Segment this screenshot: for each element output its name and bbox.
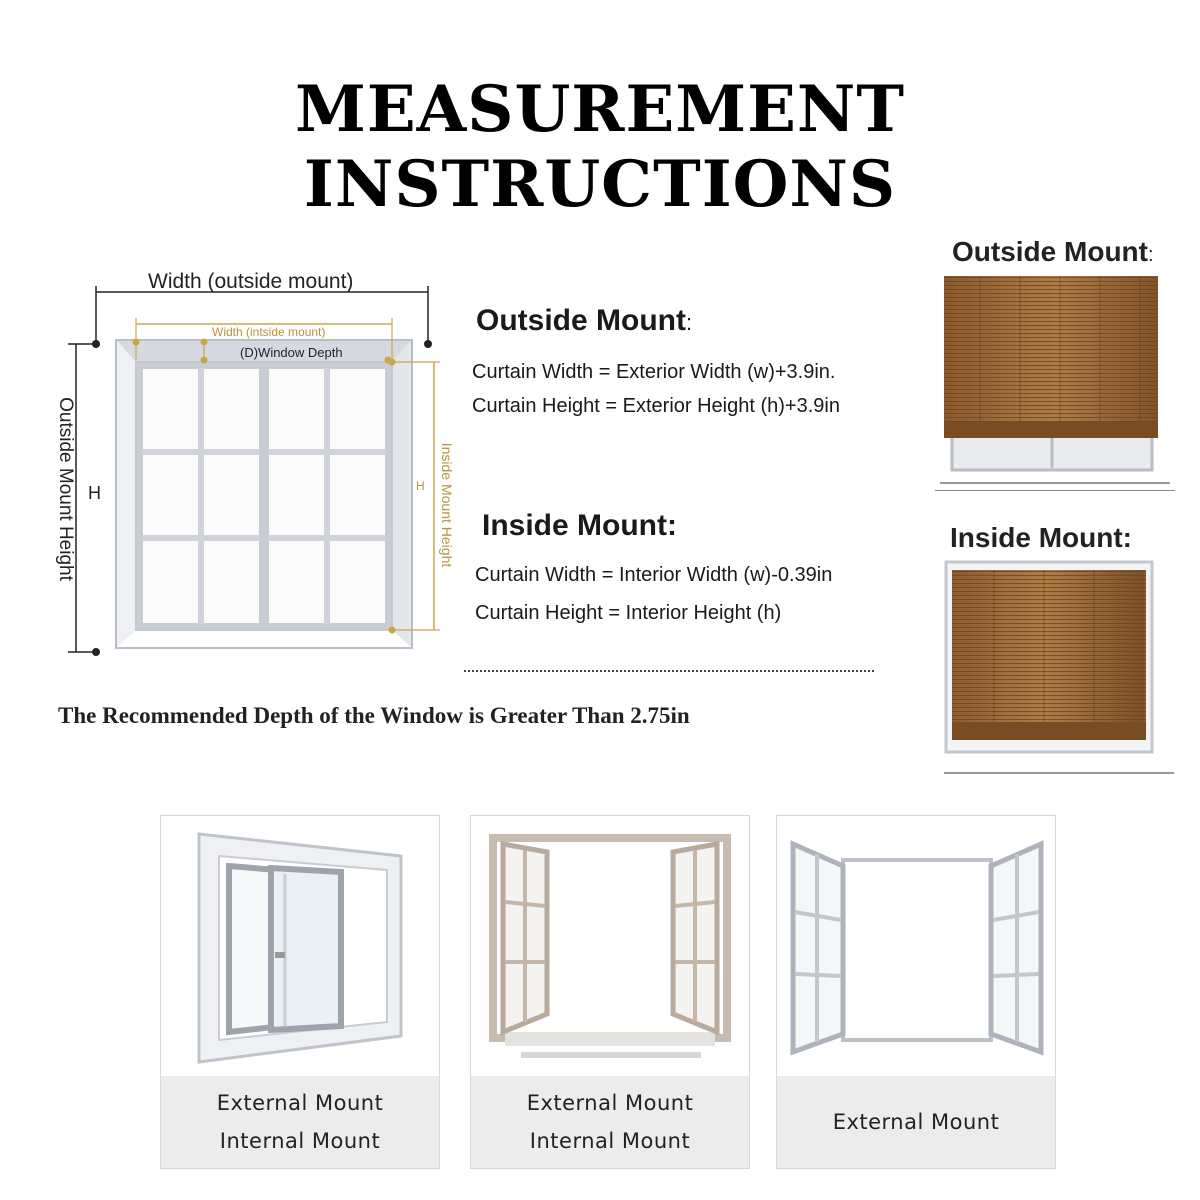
outside-height-formula: Curtain Height = Exterior Height (h)+3.9in xyxy=(472,395,840,417)
window-type-caption xyxy=(471,1076,749,1168)
page-title: MEASUREMENT INSTRUCTIONS xyxy=(294,72,906,222)
window-type-line: External Mount xyxy=(526,1091,694,1115)
inside-mount-heading: Inside Mount: xyxy=(482,509,677,542)
inside-width-formula: Curtain Width = Interior Width (w)-0.39in xyxy=(475,564,833,586)
inside-mount-height-label: Inside Mount Height xyxy=(439,442,455,568)
section-divider xyxy=(464,670,874,672)
width-outside-label: Width (outside mount) xyxy=(148,270,354,293)
outside-example-rule xyxy=(935,490,1175,491)
window-type-line: Internal Mount xyxy=(219,1129,381,1153)
window-depth-label: (D)Window Depth xyxy=(240,345,343,360)
window-type-line: Internal Mount xyxy=(529,1129,691,1153)
inside-height-symbol: H xyxy=(416,479,425,493)
inside-mount-bamboo-shade-image xyxy=(944,560,1174,780)
outward-casement-window-image xyxy=(787,838,1047,1058)
window-type-caption xyxy=(161,1076,439,1168)
sliding-window-image xyxy=(191,826,411,1066)
window-type-line: External Mount xyxy=(216,1091,384,1115)
casement-window-image xyxy=(485,832,735,1062)
outside-height-symbol: H xyxy=(88,483,101,503)
window-type-card-casement-outward xyxy=(776,815,1056,1169)
window-measurement-diagram xyxy=(40,260,480,680)
outside-mount-heading: Outside Mount: xyxy=(476,304,693,337)
width-inside-label: Width (intside mount) xyxy=(212,325,326,339)
window-type-card-casement-inward xyxy=(470,815,750,1169)
window-type-caption xyxy=(777,1076,1055,1168)
outside-width-formula: Curtain Width = Exterior Width (w)+3.9in. xyxy=(472,361,836,383)
outside-mount-bamboo-shade-image xyxy=(940,270,1170,490)
depth-note: The Recommended Depth of the Window is Greater Than 2.75in xyxy=(58,703,690,728)
window-type-line: External Mount xyxy=(832,1110,1000,1134)
outside-mount-example-heading: Outside Mount: xyxy=(952,236,1154,267)
inside-mount-example-heading: Inside Mount: xyxy=(950,522,1132,553)
inside-height-formula: Curtain Height = Interior Height (h) xyxy=(475,602,782,624)
window-type-card-sliding xyxy=(160,815,440,1169)
outside-mount-height-label: Outside Mount Height xyxy=(55,397,76,581)
